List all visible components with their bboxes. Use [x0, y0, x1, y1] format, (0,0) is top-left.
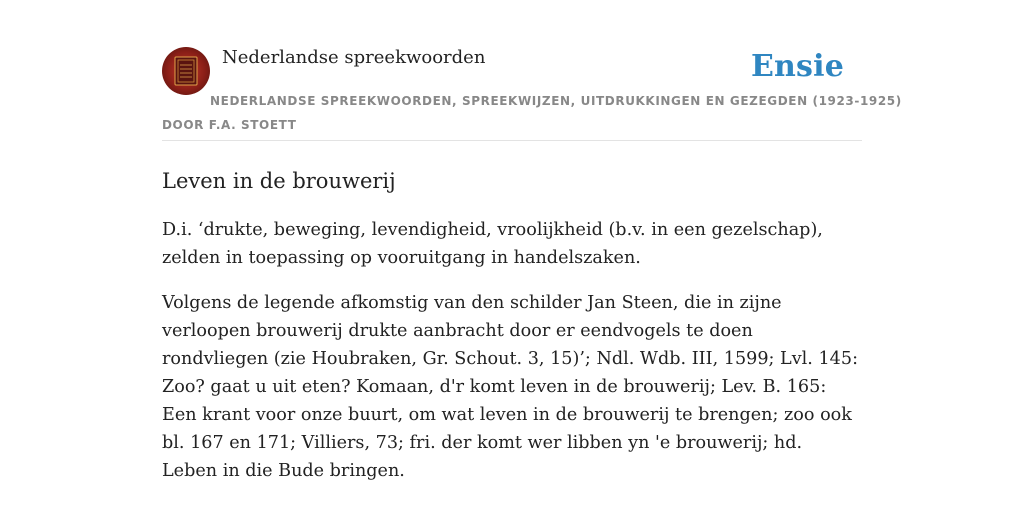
book-cover-avatar[interactable] [162, 47, 210, 95]
book-title-link[interactable]: Nederlandse spreekwoorden [222, 47, 486, 68]
entry-card [162, 44, 902, 485]
ensie-logo[interactable]: Ensie [750, 49, 844, 84]
etymology-paragraph: Volgens de legende afkomstig van den schilder Jan Steen, die in zijne verloopen brouwerij drukte aanbracht door er eendvogels te doen rondvliegen (zie Houbraken, Gr. Schout. 3, 15)’; Ndl. Wdb. III, 1599; Lvl. 145: Zoo? gaat u uit eten? Komaan, d'r komt leven in de brouwerij; Lev. B. 165: Een krant voor onze buurt, om wat leven in de brouwerij te brengen; zoo ook bl. 167 en 171; Villiers, 73; fri. der komt wer libben yn 'e brouwerij; hd. Leben in die Bude bringen. [162, 293, 858, 481]
book-subtitle: NEDERLANDSE SPREEKWOORDEN, SPREEKWIJZEN, UITDRUKKINGEN EN GEZEGDEN (1923-1925) [210, 94, 902, 108]
book-cover-icon [162, 47, 210, 95]
source-header [162, 44, 902, 141]
entry-title: Leven in de brouwerij [162, 169, 396, 193]
definition-paragraph: D.i. ‘drukte, beweging, levendigheid, vroolijkheid (b.v. in een gezelschap), zelden in toepassing op vooruitgang in handelszaken. [162, 220, 823, 268]
author-line: DOOR F.A. STOETT [162, 118, 297, 132]
